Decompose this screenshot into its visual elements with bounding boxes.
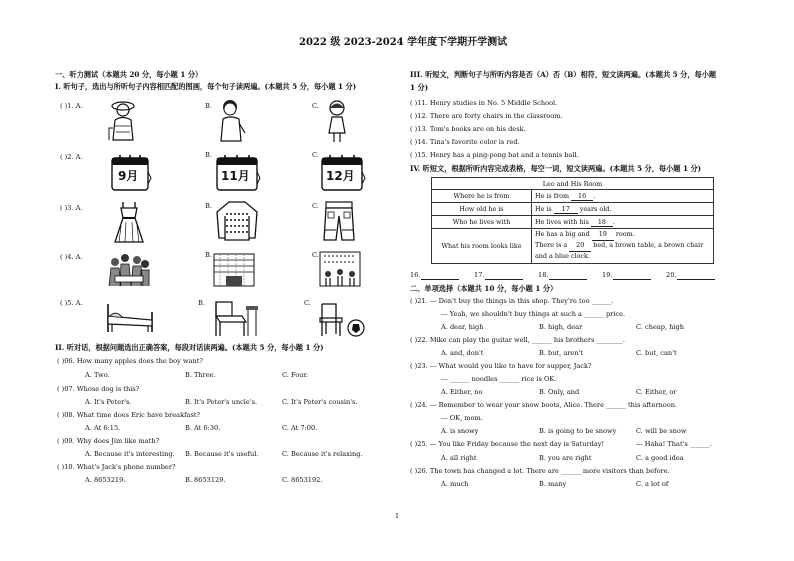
girl-icon: [323, 99, 351, 143]
question-number: ( )1. A.: [60, 102, 83, 110]
option-b: B. Only, and: [539, 388, 580, 396]
shorts-icon: [322, 200, 356, 244]
true-false-item: ( )13. Tom's books are on his desk.: [410, 125, 526, 133]
blank-16[interactable]: 16: [571, 192, 593, 201]
question-text: ( )06. How many apples does the boy want?: [57, 357, 203, 365]
option-a: A. At 6:15.: [85, 424, 121, 432]
option-c: C. Either, or: [636, 388, 677, 396]
option-c-label: C.: [312, 251, 319, 259]
info-table: [431, 177, 714, 264]
option-c: C. Four.: [282, 371, 308, 379]
blank-20[interactable]: 20: [569, 241, 591, 252]
table-title: Leo and His Room: [432, 178, 714, 190]
option-b: B. 8653129.: [185, 476, 226, 484]
question-text: ( )23. --- What would you like to have for supper, Jack?: [410, 362, 592, 370]
chair-ball-icon: [316, 300, 366, 338]
desk-chair-icon: [212, 298, 260, 338]
dress-icon: [113, 200, 145, 244]
table-row-value: He is 17 years old.: [532, 203, 714, 216]
blank-17[interactable]: 17: [554, 205, 578, 214]
grandma-icon: [105, 98, 141, 142]
true-false-item: ( )11. Henry studies in No. 5 Middle School.: [410, 99, 558, 107]
calendar-december-icon: [320, 152, 366, 192]
table-row-label: What his room looks like: [432, 229, 532, 264]
option-a: A. all right: [441, 454, 477, 462]
question-number: ( )2. A.: [60, 153, 83, 161]
calendar-label: 11月: [221, 169, 250, 183]
party-icon: [107, 250, 151, 288]
true-false-item: ( )14. Tina's favorite color is red.: [410, 138, 520, 146]
option-b: B. Because it's useful.: [185, 450, 259, 458]
blank-number: 20.: [666, 271, 677, 279]
blank-number: 18.: [538, 271, 549, 279]
option-a: A. Two.: [85, 371, 110, 379]
true-false-item: ( )12. There are forty chairs in the classroom.: [410, 112, 563, 120]
option-a: A. Either, no: [441, 388, 483, 396]
option-c: C. It's Peter's cousin's.: [282, 398, 358, 406]
table-row-label: How old he is: [432, 203, 532, 216]
table-row-value: He is from 16 .: [532, 190, 714, 203]
question-text: ( )09. Why does Jim like math?: [57, 437, 160, 445]
option-c: C. a lot of: [636, 480, 669, 488]
option-c: C. but, can't: [636, 349, 677, 357]
question-text: ( )10. What's Jack's phone number?: [57, 463, 176, 471]
section-III-heading-cont: 1 分): [410, 83, 429, 92]
option-b-label: B.: [205, 251, 212, 259]
option-b: B. Three.: [185, 371, 216, 379]
table-row-value: He has a big and 19 room. There is a 20 bed, a brown table, a brown chair and a blue clock.: [532, 229, 714, 264]
option-a: A. much: [441, 480, 469, 488]
option-a: A. dear, high: [441, 323, 484, 331]
blank-number: 17.: [474, 271, 485, 279]
bed-icon: [104, 300, 156, 334]
option-b: B. It's Peter's uncle's.: [185, 398, 258, 406]
option-b-label: B.: [198, 299, 205, 307]
question-reply: --- Haha! That's ______.: [636, 440, 712, 448]
question-text: ( )21. --- Don't buy the things in this shop. They're too ______.: [410, 297, 614, 305]
part2-heading: 二、单项选择（本题共 10 分，每小题 1 分）: [410, 284, 558, 293]
option-c: C. At 7:00.: [282, 424, 318, 432]
section-II-heading: II. 听对话，根据问题选出正确答案，每段对话读两遍。(本题共 5 分，每小题 1 分): [55, 343, 324, 352]
table-row-label: Where he is from: [432, 190, 532, 203]
question-number: ( )4. A.: [60, 253, 83, 261]
calendar-label: 12月: [326, 169, 355, 183]
option-c-label: C.: [312, 202, 319, 210]
question-text: ( )24. --- Remember to wear your snow boots, Alice. There ______ this afternoon.: [410, 401, 678, 409]
question-text-line2: --- Yeah, we shouldn't buy things at such a ______ price.: [441, 310, 626, 318]
blank-number: 16.: [410, 271, 421, 279]
option-b-label: B.: [205, 102, 212, 110]
option-c: C. Because it's relaxing.: [282, 450, 363, 458]
shop-icon: [212, 250, 256, 288]
option-b-label: B.: [205, 151, 212, 159]
option-b-label: B.: [205, 202, 212, 210]
option-b: B. is going to be snowy: [539, 427, 617, 435]
part1-heading: 一、听力测试（本题共 20 分，每小题 1 分）: [55, 70, 203, 79]
blank-18[interactable]: 18: [591, 218, 613, 227]
table-row-value: He lives with his 18 .: [532, 216, 714, 229]
option-a: A. It's Peter's.: [85, 398, 132, 406]
question-text: ( )08. What time does Eric have breakfast?: [57, 411, 201, 419]
option-c: C. a good idea: [636, 454, 684, 462]
question-text-line2: --- OK, mom.: [441, 414, 483, 422]
blank-number: 19.: [602, 271, 613, 279]
option-c: C. cheap, high: [636, 323, 685, 331]
page-title: 2022 级 2023-2024 学年度下学期开学测试: [299, 37, 508, 48]
calendar-september-icon: [110, 152, 152, 192]
option-c-label: C.: [312, 151, 319, 159]
option-c: C. 8653192.: [282, 476, 323, 484]
grandpa-icon: [215, 97, 249, 143]
option-b: B. but, aren't: [539, 349, 584, 357]
true-false-item: ( )15. Henry has a ping-pong bat and a tennis ball.: [410, 151, 579, 159]
section-I-heading: I. 听句子，选出与所听句子内容相匹配的图画，每个句子读两遍。(本题共 5 分，每小题 1 分): [55, 82, 357, 91]
option-b: B. many: [539, 480, 567, 488]
page-number: 1: [395, 513, 400, 520]
question-text: ( )22. Mike can play the guitar well, ______ his brothers ________.: [410, 336, 625, 344]
question-text-line2: --- ______ noodles ______ rice is OK.: [441, 375, 557, 383]
table-row-label: Who he lives with: [432, 216, 532, 229]
option-b: B. you are right: [539, 454, 592, 462]
option-b: B. At 6:30.: [185, 424, 221, 432]
option-a: A. 8653219.: [85, 476, 126, 484]
option-c-label: C.: [312, 102, 319, 110]
calendar-november-icon: [215, 152, 261, 192]
option-a: A. is snowy: [441, 427, 479, 435]
option-b: B. high, dear: [539, 323, 583, 331]
question-number: ( )3. A.: [60, 204, 83, 212]
question-text: ( )25. --- You like Friday because the next day is Saturday!: [410, 440, 605, 448]
sweater-icon: [215, 200, 259, 242]
section-III-heading: III. 听短文，判断句子与所听内容是否（A）否（B）相符，短文读两遍。(本题共 5 分，每小题: [410, 70, 717, 79]
option-c: C. will be snow: [636, 427, 687, 435]
question-text: ( )26. The town has changed a lot. There are ______ more visitors than before.: [410, 467, 670, 475]
blank-19[interactable]: 19: [592, 230, 614, 241]
calendar-label: 9月: [118, 169, 139, 183]
question-number: ( )5. A.: [60, 299, 83, 307]
section-IV-heading: IV. 听短文，根据所听内容完成表格，每空一词，短文读两遍。(本题共 5 分，每小题 1 分): [410, 164, 702, 173]
option-a: A. Because it's interesting.: [85, 450, 175, 458]
market-icon: [318, 250, 362, 288]
option-a: A. and, don't: [441, 349, 484, 357]
option-c-label: C.: [304, 299, 311, 307]
question-text: ( )07. Whose dog is this?: [57, 385, 140, 393]
